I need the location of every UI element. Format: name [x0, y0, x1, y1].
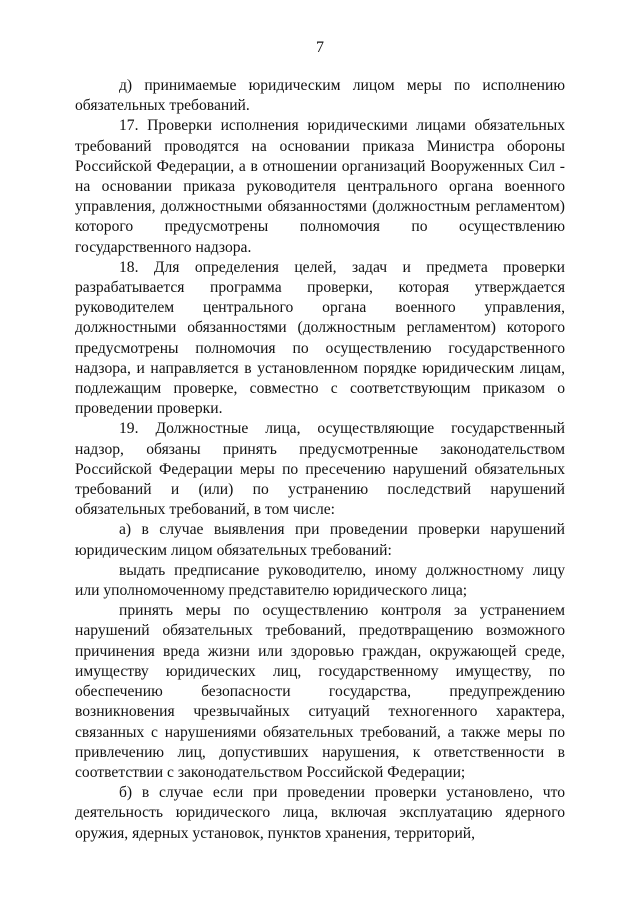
- paragraph-item-d: д) принимаемые юридическим лицом меры по исполнению обязательных требований.: [75, 77, 565, 115]
- page-number: 7: [316, 39, 324, 56]
- paragraph-17: 17. Проверки исполнения юридическими лицами обязательных требований проводятся на основании приказа Министра обороны Российской Федерации, а в отношении организаций Вооруженных Сил - на основании приказа руководителя центрального органа военного управления, должностными обязанностями (должностным регламентом) которого предусмотрены полномочия по осуществлению государственного надзора.: [75, 117, 565, 256]
- paragraph-take-measures: принять меры по осуществлению контроля за устранением нарушений обязательных требований, предотвращению возможного причинения вреда жизни или здоровью граждан, окружающей среде, имуществу юридических лиц, государственному имуществу, по обеспечению безопасности государства, предупреждению возникновения чрезвычайных ситуаций техногенного характера, связанных с нарушениями обязательных требований, а также меры по привлечению лиц, допустивших нарушения, к ответственности в соответствии с законодательством Российской Федерации;: [75, 602, 565, 781]
- paragraph-issue-order: выдать предписание руководителю, иному должностному лицу или уполномоченному представителю юридического лица;: [75, 561, 565, 600]
- paragraph-19: 19. Должностные лица, осуществляющие государственный надзор, обязаны принять предусмотренные законодательством Российской Федерации меры по пресечению нарушений обязательных требований и (или) по устранению последствий нарушений обязательных требований, в том числе:: [75, 420, 565, 519]
- paragraph-19-a: а) в случае выявления при проведении проверки нарушений юридическим лицом обязательных требований:: [75, 521, 565, 559]
- paragraph-19-b: б) в случае если при проведении проверки установлено, что деятельность юридического лица, включая эксплуатацию ядерного оружия, ядерных установок, пунктов хранения, территорий,: [75, 784, 565, 842]
- document-body: [75, 76, 565, 844]
- paragraph-18: 18. Для определения целей, задач и предмета проверки разрабатывается программа проверки, которая утверждается руководителем центрального органа военного управления, должностными обязанностями (должностным регламентом) которого предусмотрены полномочия по осуществлению государственного надзора, и направляется в установленном порядке юридическим лицам, подлежащим проверке, совместно с соответствующим приказом о проведении проверки.: [75, 258, 565, 418]
